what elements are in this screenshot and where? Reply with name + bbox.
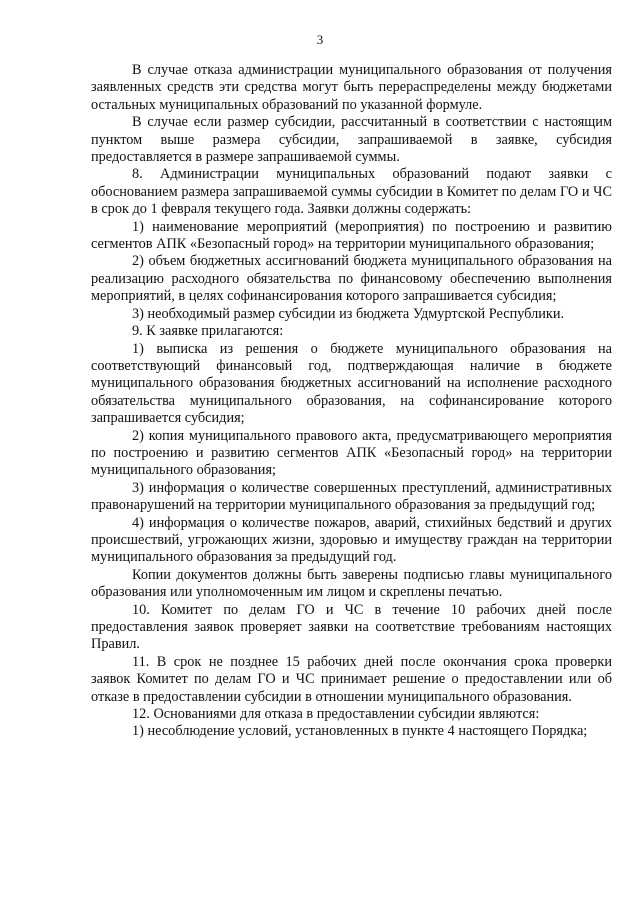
list-item-9-3: 3) информация о количестве совершенных преступлений, административных правонарушений на территории муниципального образования за предыдущий год; bbox=[91, 479, 612, 514]
paragraph-subsidy-size-cap: В случае если размер субсидии, рассчитанный в соответствии с настоящим пунктом выше размера субсидии, запрашиваемой в заявке, субсидия предоставляется в размере запрашиваемой суммы. bbox=[91, 114, 612, 166]
list-item-9-2: 2) копия муниципального правового акта, предусматривающего мероприятия по построению и развитию сегментов АПК «Безопасный город» на территории муниципального образования; bbox=[91, 427, 612, 479]
paragraph-item-9-attachments: 9. К заявке прилагаются: bbox=[132, 323, 284, 340]
document-body bbox=[91, 62, 612, 741]
page-number: 3 bbox=[316, 32, 324, 47]
paragraph-item-10-review: 10. Комитет по делам ГО и ЧС в течение 10 рабочих дней после предоставления заявок проверяет заявки на соответствие требованиям настоящих Правил. bbox=[91, 601, 612, 653]
paragraph-item-8-applications: 8. Администрации муниципальных образований подают заявки с обоснованием размера запрашиваемой суммы субсидии в Комитет по делам ГО и ЧС в срок до 1 февраля текущего года. Заявки должны содержать: bbox=[91, 166, 612, 218]
list-item-8-3: 3) необходимый размер субсидии из бюджета Удмуртской Республики. bbox=[132, 305, 565, 322]
list-item-9-4: 4) информация о количестве пожаров, аварий, стихийных бедствий и других происшествий, угрожающих жизни, здоровью и имуществу граждан на территории муниципального образования за предыдущий год. bbox=[91, 514, 612, 566]
paragraph-refusal-redistribution: В случае отказа администрации муниципального образования от получения заявленных средств эти средства могут быть перераспределены между бюджетами остальных муниципальных образований по указанной формуле. bbox=[91, 62, 612, 113]
paragraph-item-11-decision: 11. В срок не позднее 15 рабочих дней после окончания срока проверки заявок Комитет по делам ГО и ЧС принимает решение о предоставлении или об отказе в предоставлении субсидии в отношении муниципального образования. bbox=[91, 653, 612, 705]
paragraph-item-12-refusal-grounds: 12. Основаниями для отказа в предоставлении субсидии являются: bbox=[132, 706, 540, 723]
list-item-8-2: 2) объем бюджетных ассигнований бюджета муниципального образования на реализацию расходного обязательства по финансовому обеспечению выполнения мероприятий, в целях софинансирования которого запрашивается субсидия; bbox=[91, 253, 612, 305]
list-item-9-1: 1) выписка из решения о бюджете муниципального образования на соответствующий финансовый год, подтверждающая наличие в бюджете муниципального образования бюджетных ассигнований на исполнение расходного обязательства муниципального образования, на софинансирование которого запрашивается субсидия; bbox=[91, 340, 612, 427]
paragraph-certified-copies: Копии документов должны быть заверены подписью главы муниципального образования или уполномоченным им лицом и скреплены печатью. bbox=[91, 566, 612, 601]
list-item-12-1: 1) несоблюдение условий, установленных в пункте 4 настоящего Порядка; bbox=[132, 723, 588, 740]
list-item-8-1: 1) наименование мероприятий (мероприятия) по построению и развитию сегментов АПК «Безопасный город» на территории муниципального образования; bbox=[91, 218, 612, 253]
